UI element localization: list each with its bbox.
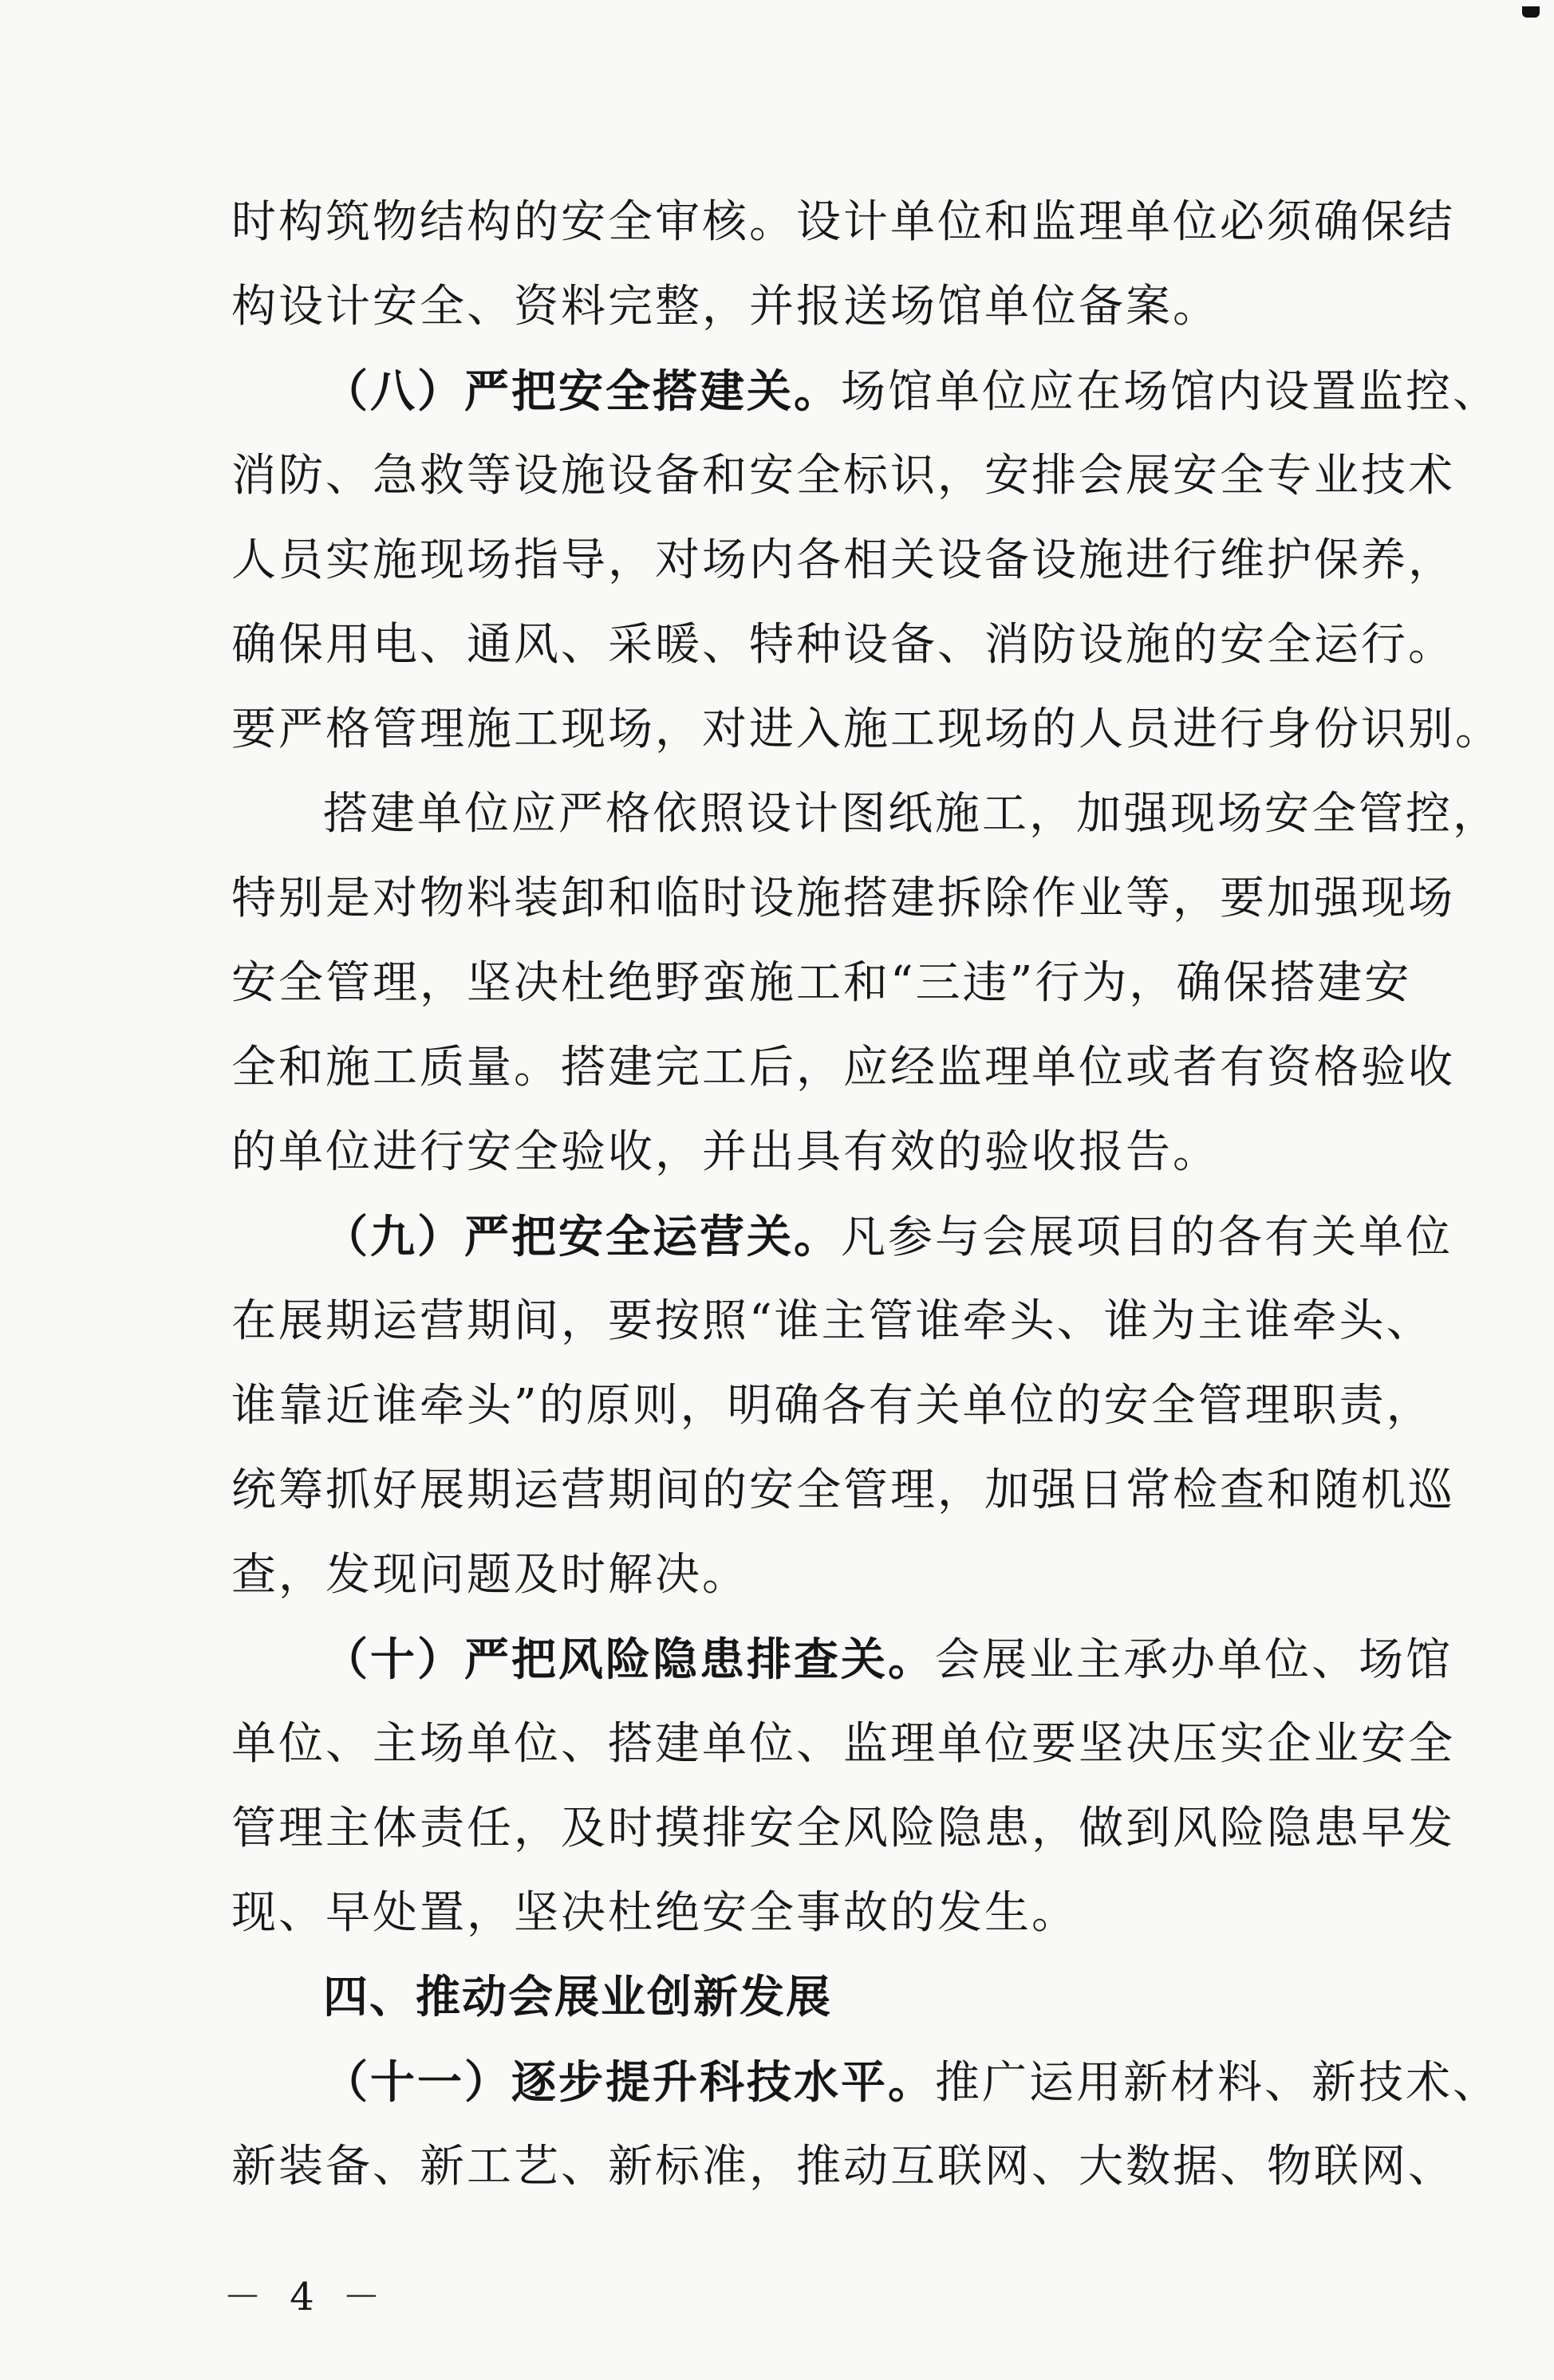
text-line-14: 在展期运营期间，要按照“谁主管谁牵头、谁为主谁牵头、 xyxy=(231,1295,1434,1347)
text-line-15: 谁靠近谁牵头”的原则，明确各有关单位的安全管理职责， xyxy=(231,1380,1434,1432)
text-line-20: 管理主体责任，及时摸排安全风险隐患，做到风险隐患早发 xyxy=(231,1803,1455,1854)
text-line-6: 确保用电、通风、采暖、特种设备、消防设施的安全运行。 xyxy=(231,619,1455,671)
text-line-10: 安全管理，坚决杜绝野蛮施工和“三违”行为，确保搭建安 xyxy=(231,957,1412,1009)
chapter-4-heading: 四、推动会展业创新发展 xyxy=(323,1972,832,2023)
text-line-19: 单位、主场单位、搭建单位、监理单位要坚决压实企业安全 xyxy=(231,1718,1455,1770)
text-line-12: 的单位进行安全验收，并出具有效的验收报告。 xyxy=(231,1126,1220,1178)
text-line-1: 时构筑物结构的安全审核。设计单位和监理单位必须确保结 xyxy=(231,196,1455,248)
text-line-7: 要严格管理施工现场，对进入施工现场的人员进行身份识别。 xyxy=(231,703,1502,755)
section-9-title: （九）严把安全运营关。 xyxy=(323,1211,841,1263)
text-line-5: 人员实施现场指导，对场内各相关设备设施进行维护保养， xyxy=(231,534,1455,586)
scan-corner-mark xyxy=(1522,6,1540,18)
paragraph-build-first-line: 搭建单位应严格依照设计图纸施工，加强现场安全管控， xyxy=(323,788,1500,840)
section-10-first-line: （十）严把风险隐患排查关。会展业主承办单位、场馆 xyxy=(323,1633,1453,1686)
section-10-title: （十）严把风险隐患排查关。 xyxy=(323,1633,935,1686)
text-line-24: 新装备、新工艺、新标准，推动互联网、大数据、物联网、 xyxy=(231,2141,1455,2193)
text-line-16: 统筹抓好展期运营期间的安全管理，加强日常检查和随机巡 xyxy=(231,1464,1455,1516)
text-line-17: 查，发现问题及时解决。 xyxy=(231,1549,749,1601)
section-11-title: （十一）逐步提升科技水平。 xyxy=(323,2056,935,2109)
text-line-11: 全和施工质量。搭建完工后，应经监理单位或者有资格验收 xyxy=(231,1042,1455,1093)
text-line-21: 现、早处置，坚决杜绝安全事故的发生。 xyxy=(231,1887,1079,1939)
section-11-first-line: （十一）逐步提升科技水平。推广运用新材料、新技术、 xyxy=(323,2056,1500,2109)
text-line-9: 特别是对物料装卸和临时设施搭建拆除作业等，要加强现场 xyxy=(231,873,1455,924)
section-9-first-line: （九）严把安全运营关。凡参与会展项目的各有关单位 xyxy=(323,1211,1453,1263)
text-line-4: 消防、急救等设施设备和安全标识，安排会展安全专业技术 xyxy=(231,450,1455,502)
page-number: － 4 － xyxy=(223,2275,389,2319)
section-8-title: （八）严把安全搭建关。 xyxy=(323,365,841,418)
text-line-2: 构设计安全、资料完整，并报送场馆单位备案。 xyxy=(231,281,1220,333)
section-8-first-line: （八）严把安全搭建关。场馆单位应在场馆内设置监控、 xyxy=(323,365,1500,418)
